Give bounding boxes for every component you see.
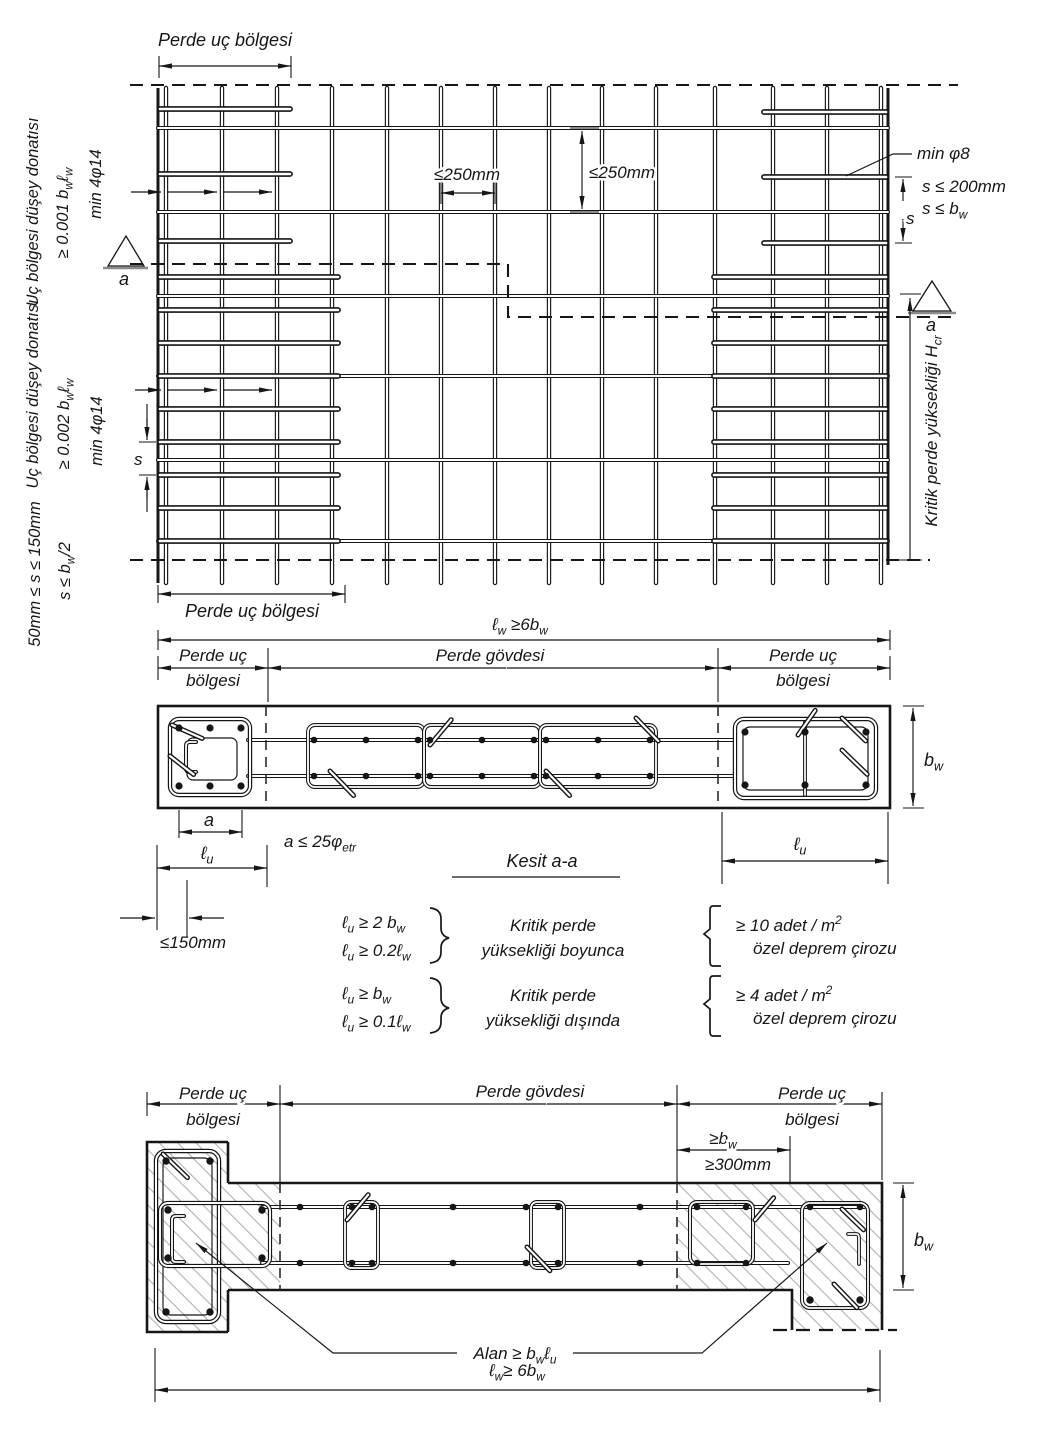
hoop-spacing-range: 50mm ≤ s ≤ 150mm: [26, 501, 44, 647]
right-end-zone-length-dimension: [722, 812, 888, 884]
plan-thickness-dimension: [893, 1183, 934, 1290]
top-end-zone-label: Perde uç bölgesi: [157, 30, 293, 50]
section-letter-left: a: [118, 269, 130, 289]
criteria-1-cond-1: ℓ$_u$ ≥ 2 $b_w$: [342, 913, 406, 936]
section-a-a-view: [120, 615, 944, 952]
section-left-zone-l2: bölgesi: [186, 671, 240, 690]
lower-end-zone-title: Uç bölgesi düşey donatısı: [24, 299, 42, 489]
criteria-2-cond-1: ℓ$_u$ ≥ $b_w$: [342, 984, 391, 1007]
section-overall-label: ℓ$_w$ $\ge 6b_w$: [492, 615, 548, 638]
plan-zone-dimensions: [147, 1082, 882, 1183]
criteria-2-where-1: Kritik perde: [510, 986, 596, 1005]
plan-web-label: Perde gövdesi: [475, 1082, 585, 1101]
section-right-zone-l1: Perde uç: [768, 646, 838, 665]
section-marker-left: [103, 236, 148, 289]
criteria-1-req-2: özel deprem çirozu: [753, 939, 897, 958]
tie-leg-spacing-dimension: [179, 810, 242, 838]
criteria-2-req-2: özel deprem çirozu: [753, 1009, 897, 1028]
left-end-zone-length-label: ℓ$_u$: [200, 843, 214, 867]
criteria-1-where-2: yüksekliği boyunca: [481, 941, 625, 960]
criteria-1-req-1: ≥ 10 adet / $m^2$: [736, 913, 842, 935]
plan-left-zone-l2: bölgesi: [186, 1110, 240, 1129]
section-outline: [158, 706, 890, 808]
upper-hoop-spacing-dimension: [895, 177, 915, 243]
critical-height-label: Kritik perde yüksekliği $H_{cr}$: [922, 335, 945, 527]
plan-flange-width-1: $\ge b_w$: [709, 1129, 737, 1152]
tie-spacing-note: $a \le 25\varphi_{etr}$: [284, 832, 357, 855]
edge-tie-label: ≤150mm: [160, 933, 227, 952]
elevation-rebar-grid: [158, 88, 888, 583]
bottom-end-zone-label: Perde uç bölgesi: [184, 601, 320, 621]
s-label-upper: s: [906, 209, 915, 228]
plan-right-zone-l2: bölgesi: [785, 1110, 839, 1129]
criteria-1-close-brace: [430, 908, 449, 963]
plan-flange-width-2: ≥300mm: [704, 1155, 772, 1174]
top-end-zone-dimension: [158, 30, 293, 78]
upper-spacing-note-2: $s \le b_w$: [922, 199, 968, 222]
section-title: Kesit a-a: [506, 851, 578, 871]
edge-tie-dimension: [120, 880, 226, 952]
section-web-label: Perde gövdesi: [435, 646, 545, 665]
section-thickness-dimension: [903, 706, 944, 808]
section-marker-right: [908, 281, 956, 335]
section-thickness-label: $b_w$: [924, 750, 944, 774]
criteria-1-cond-2: ℓ$_u$ ≥ 0.2ℓ$_w$: [342, 941, 411, 964]
upper-end-zone-title: Uç bölgesi düşey donatısı: [24, 117, 42, 307]
plan-right-zone-l1: Perde uç: [777, 1084, 847, 1103]
right-end-zone-length-label: ℓ$_u$: [793, 834, 807, 858]
upper-spacing-note-1: s ≤ 200mm: [922, 177, 1006, 196]
plan-left-zone-l1: Perde uç: [178, 1084, 248, 1103]
criteria-2-req-1: ≥ 4 adet / $m^2$: [736, 983, 833, 1005]
criteria-2-close-brace: [430, 978, 449, 1033]
wall-plan-view: [147, 1082, 934, 1402]
mesh-vertical-spacing-dim: [570, 128, 655, 212]
mesh-v-spacing-label: ≤250mm: [589, 163, 656, 182]
lower-min-bars: min 4φ14: [88, 396, 106, 466]
upper-min-bars: min 4φ14: [87, 149, 105, 219]
left-end-zone-length-dimension: [157, 843, 267, 930]
upper-end-zone-req: ≥ 0.001 $b_w\ell_w$: [54, 167, 76, 259]
reinforcement-criteria: [341, 906, 897, 1036]
plan-hatched-concrete: [147, 1142, 882, 1332]
critical-height-dimension: [899, 294, 945, 560]
plan-area-label: Alan ≥ $b_w\ell_u$: [473, 1344, 557, 1367]
mesh-horizontal-spacing-dim: [434, 165, 500, 204]
plan-flange-width-dimension: [677, 1129, 790, 1183]
section-right-zone-l2: bölgesi: [776, 671, 830, 690]
criteria-1-open-brace: [704, 906, 721, 966]
section-zone-dimensions: [158, 646, 890, 702]
mesh-h-spacing-label: ≤250mm: [433, 165, 501, 184]
wall-elevation-view: [24, 30, 1006, 647]
lower-end-zone-req: ≥ 0.002 $b_w\ell_w$: [55, 378, 77, 470]
plan-overall-label: ℓ$_w$≥ $6b_w$: [489, 1361, 545, 1384]
lower-hoop-spacing-dimension: [134, 404, 156, 512]
criteria-1-where-1: Kritik perde: [510, 916, 596, 935]
s-label-lower: s: [134, 450, 143, 469]
bottom-end-zone-dimension: [158, 585, 345, 621]
section-letter-right: a: [925, 315, 937, 335]
plan-thickness-label: $b_w$: [914, 1230, 934, 1254]
hoop-spacing-limit: $s \le b_w/2$: [56, 542, 78, 600]
tie-leg-spacing-label: a: [203, 810, 215, 830]
web-bar-min-note: min φ8: [917, 144, 970, 163]
criteria-2-open-brace: [704, 976, 721, 1036]
criteria-2-where-2: yüksekliği dışında: [485, 1011, 621, 1030]
section-left-zone-l1: Perde uç: [178, 646, 248, 665]
criteria-2-cond-2: ℓ$_u$ ≥ 0.1ℓ$_w$: [342, 1012, 411, 1035]
section-rebar: [170, 710, 876, 798]
